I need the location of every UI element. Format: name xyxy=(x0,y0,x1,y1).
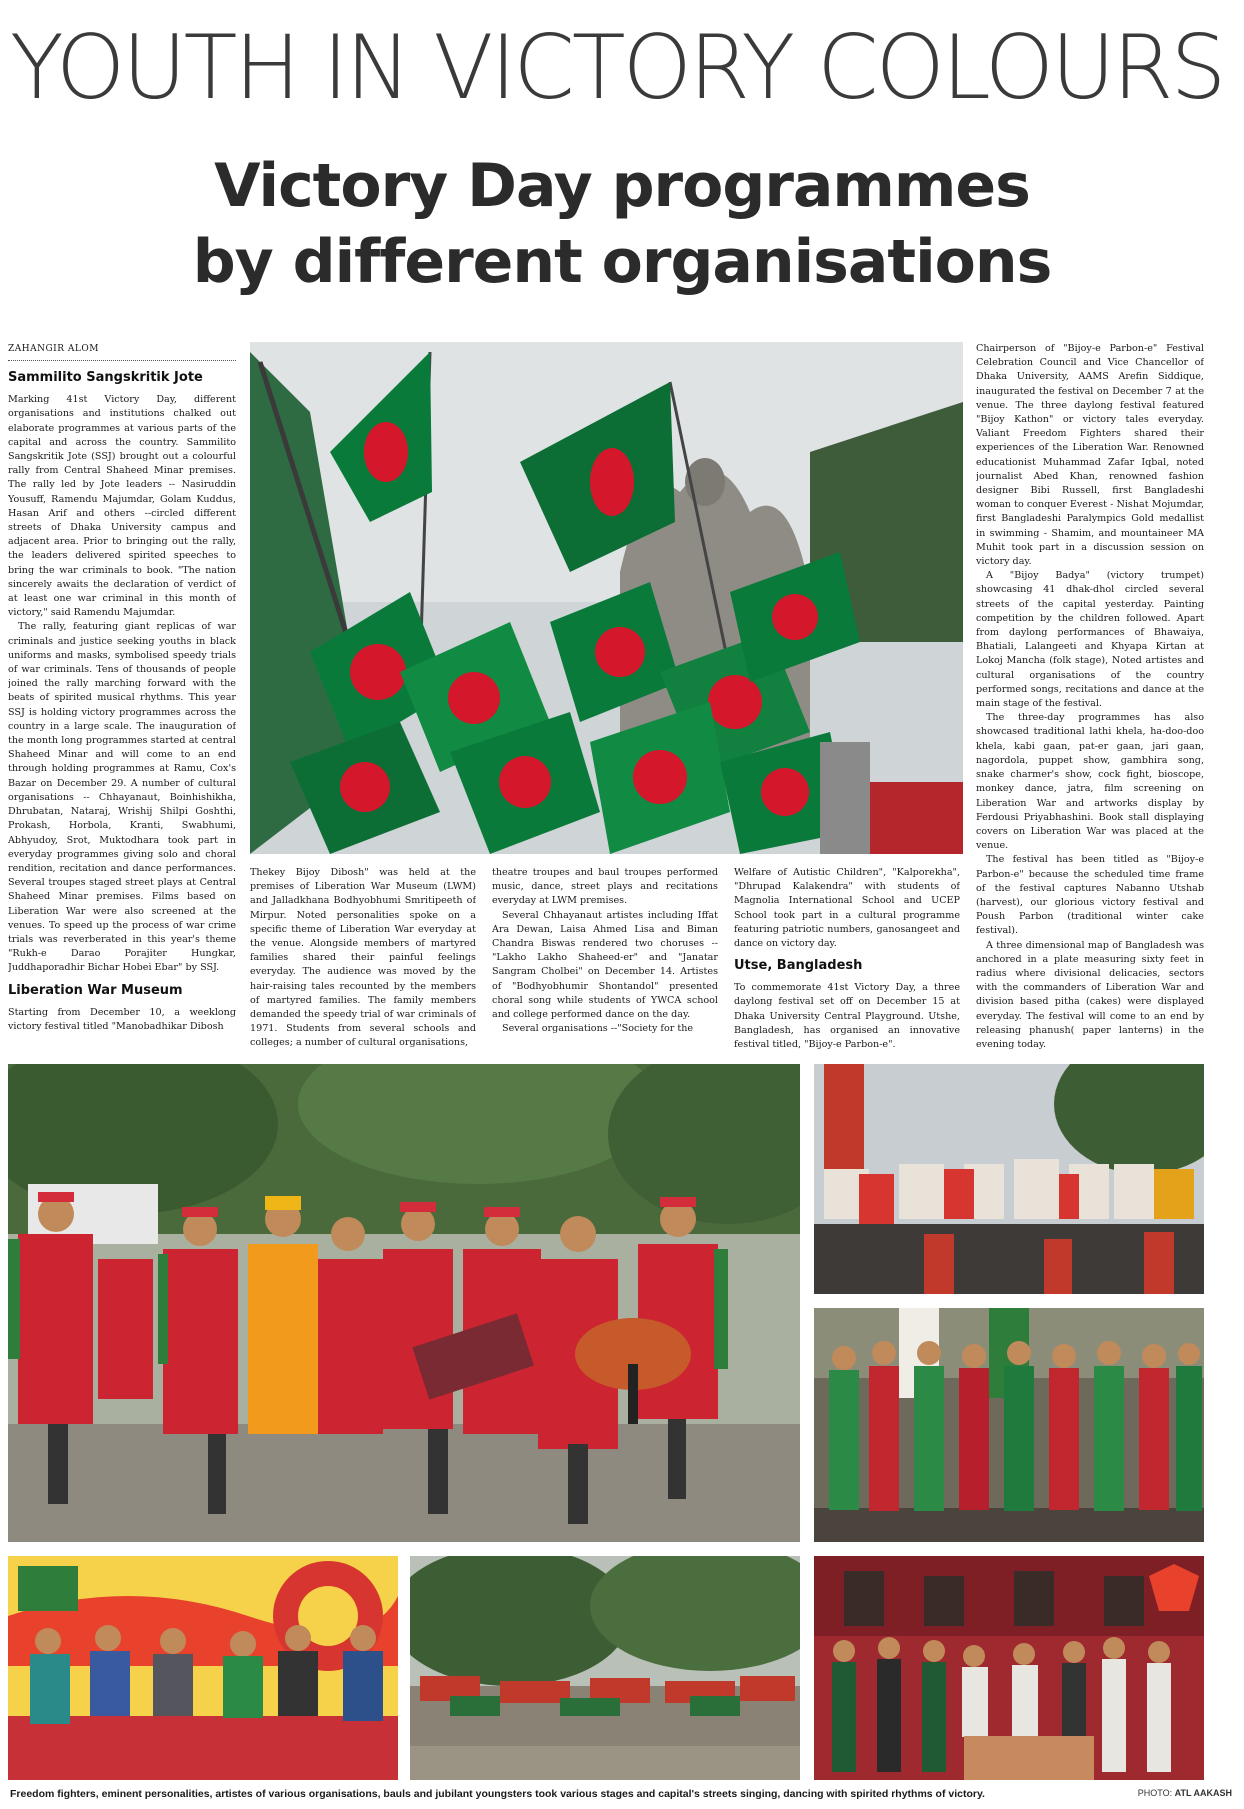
photo-stage-panel xyxy=(8,1556,398,1780)
baul-rally-illustration xyxy=(8,1064,800,1542)
article-column-3 xyxy=(492,866,718,1054)
photo-credit xyxy=(1138,1788,1232,1798)
article-column-5 xyxy=(976,342,1204,1054)
paragraph: The three-day programmes has also showcased traditional lathi khela, ha-doo-doo khela, kabi gaan, pat-er gaan, jari gaan, nagordola, puppet show, gambhira song, snake charmer's show, cock fight, bioscope, monkey dance, jatra, film screening on Liberation War and artworks display by Ferdousi Priyabhashini. Book stall displaying covers on Liberation War was placed at the venue. xyxy=(976,712,1204,852)
photo-flags-monument xyxy=(250,342,963,854)
paragraph: Several Chhayanaut artistes including Iffat Ara Dewan, Laisa Ahmed Lisa and Biman Chandra Biswas rendered two choruses --"Lakho Lakho Shaheed-er" and "Janatar Sangram Cholbei" on December 14. Artistes of "Bodhyobhumir Shontandol" presented choral song while students of YWCA school and college performed dance on the day. xyxy=(492,909,718,1021)
article-column-4 xyxy=(734,866,960,1054)
photo-crowd-field xyxy=(410,1556,800,1780)
stage-panel-illustration xyxy=(8,1556,398,1780)
paragraph: A "Bijoy Badya" (victory trumpet) showcasing 41 dhak-dhol circled several streets of the capital yesterday. Painting competition by the children followed. Apart from daylong performances of Bhawaiya, Bhatiali, Lalangeeti and Khyapa Kirtan at Lokoj Mancha (folk stage), Noted artistes and cultural organisations of the country performed songs, recitations and dance at the main stage of the festival. xyxy=(976,570,1204,710)
headline-line-1: Victory Day programmes xyxy=(214,151,1030,221)
paragraph: Welfare of Autistic Children", "Kalporekha", "Dhrupad Kalakendra" with students of Magnolia International School and UCEP School took part in a cultural programme featuring patriotic numbers, ganosangeet and dance on victory day. xyxy=(734,867,960,950)
photo-credit-name: ATL AAKASH xyxy=(1174,1788,1232,1798)
headline-line-2: by different organisations xyxy=(192,227,1052,297)
musicians-illustration xyxy=(814,1556,1204,1780)
paragraph: Chairperson of "Bijoy-e Parbon-e" Festival Celebration Council and Vice Chancellor of Dhaka University, AAMS Arefin Siddique, inaugurated the festival on December 7 at the venue. The three daylong festival featured "Bijoy Kathon" or victory tales everyday. Valiant Freedom Fighters shared their experiences of the Liberation War. Renowned educationist Muhammad Zafar Iqbal, noted journalist Abed Khan, renowned fashion designer Bibi Russell, first Bangladeshi woman to conquer Everest - Nishat Mojumdar, first Bangladeshi Paralympics Gold medallist in swimming - Shamim, and mountaineer MA Muhit took part in a discussion session on victory day. xyxy=(976,343,1204,568)
paragraph: Thekey Bijoy Dibosh" was held at the premises of Liberation War Museum (LWM) and Jalladkhana Bodhyobhumi Smritipeeth of Mirpur. Noted personalities spoke on a specific theme of Liberation War everyday at the venue. Alongside members of martyred families shared their painful feelings everyday. The audience was moved by the hair-raising tales recounted by the members of martyred families. The family members demanded the speedy trial of war criminals of 1971. Students from several schools and colleges; a number of cultural organisations, xyxy=(250,867,476,1049)
photo-stage-musicians xyxy=(814,1556,1204,1780)
paragraph: Several organisations --"Society for the xyxy=(502,1023,694,1035)
paragraph: A three dimensional map of Bangladesh was anchored in a plate measuring sixty feet in radius where divisional delicacies, sectors with the commanders of Liberation War and division based pitha (cakes) were displayed everyday. The festival will come to an end by releasing phanush( paper lanterns) in the evening today. xyxy=(976,939,1204,1050)
headline xyxy=(0,148,1244,300)
photo-credit-label: PHOTO: xyxy=(1137,1788,1173,1798)
paragraph: Starting from December 10, a weeklong victory festival titled "Manobadhikar Dibosh xyxy=(8,1006,236,1032)
paragraph: theatre troupes and baul troupes performed music, dance, street plays and recitations everyday at LWM premises. xyxy=(492,867,718,907)
singers-illustration xyxy=(814,1308,1204,1542)
subhead-sammilito: Sammilito Sangskritik Jote xyxy=(8,370,203,386)
paragraph: The rally, featuring giant replicas of war criminals and justice seeking youths in black uniforms and masks, symbolised speedy trials of war criminals. Tens of thousands of people joined the rally marching forward with the beats of spirited musical rhythms. This year SSJ is holding victory programmes across the country in a large scale. The inauguration of the month long programmes started at central Shaheed Minar and will come to an end through holding programmes at Ramu, Cox's Bazar on December 29. A number of cultural organisations -- Chhayanaut, Boinhishikha, Dhrubatan, Nataraj, Wrishij Shilpi Goshthi, Prokash, Horbola, Kranti, Swabhumi, Abhyudoy, Srot, Muktodhara took part in everyday programmes giving solo and choral rendition, recitation and dance performances. Several troupes staged street plays at Central Shaheed Minar premises. Films based on Liberation War were also screened at the venues. To speed up the process of war crime trials was reverberated in this year's theme "Rukh-e Darao Porajiter Hungkar, Juddhaporadhir Bichar Hobei Ebar" by SSJ. xyxy=(8,621,236,974)
crowd-illustration xyxy=(410,1556,800,1780)
subhead-liberation-war-museum: Liberation War Museum xyxy=(8,982,183,998)
flags-illustration xyxy=(250,342,963,854)
paragraph: Marking 41st Victory Day, different organisations and institutions chalked out elaborate programmes at various parts of the capital and across the country. Sammilito Sangskritik Jote (SSJ) brought out a colourful rally from Central Shaheed Minar premises. The rally led by Jote leaders -- Nasiruddin Yousuff, Ramendu Majumdar, Golam Kuddus, Hasan Arif and others --circled different streets of Dhaka University campus and adjacent area. Prior to bringing out the rally, the leaders delivered spirited speeches to bring the war criminals to book. "The nation sincerely awaits the declaration of verdict of at least one war criminal in this month of victory," said Ramendu Majumdar. xyxy=(8,394,236,619)
subhead-utse-bangladesh: Utse, Bangladesh xyxy=(734,958,863,974)
photo-baul-rally xyxy=(8,1064,800,1542)
photo-effigies-rally xyxy=(814,1064,1204,1294)
paragraph: To commemorate 41st Victory Day, a three daylong festival set off on December 15 at Dhaka University Central Playground. Utshe, Bangladesh, has organised an innovative festival titled, "Bijoy-e Parbon-e". xyxy=(734,982,960,1051)
byline: ZAHANGIR ALOM xyxy=(8,342,236,361)
photo-caption: Freedom fighters, eminent personalities, artistes of various organisations, bauls and jubilant youngsters took various stages and capital's streets singing, dancing with spirited rhythms of victory. xyxy=(10,1788,985,1800)
article-column-1 xyxy=(8,342,236,1054)
effigies-illustration xyxy=(814,1064,1204,1294)
article-column-2 xyxy=(250,866,476,1054)
paragraph: The festival has been titled as "Bijoy-e Parbon-e" because the scheduled time frame of the festival captures Nabanno Utshab (harvest), our glorious victory festival and Poush Parbon (traditional winter cake festival). xyxy=(976,854,1204,937)
section-heading: YOUTH IN VICTORY COLOURS xyxy=(10,16,1224,119)
photo-choral-singers xyxy=(814,1308,1204,1542)
